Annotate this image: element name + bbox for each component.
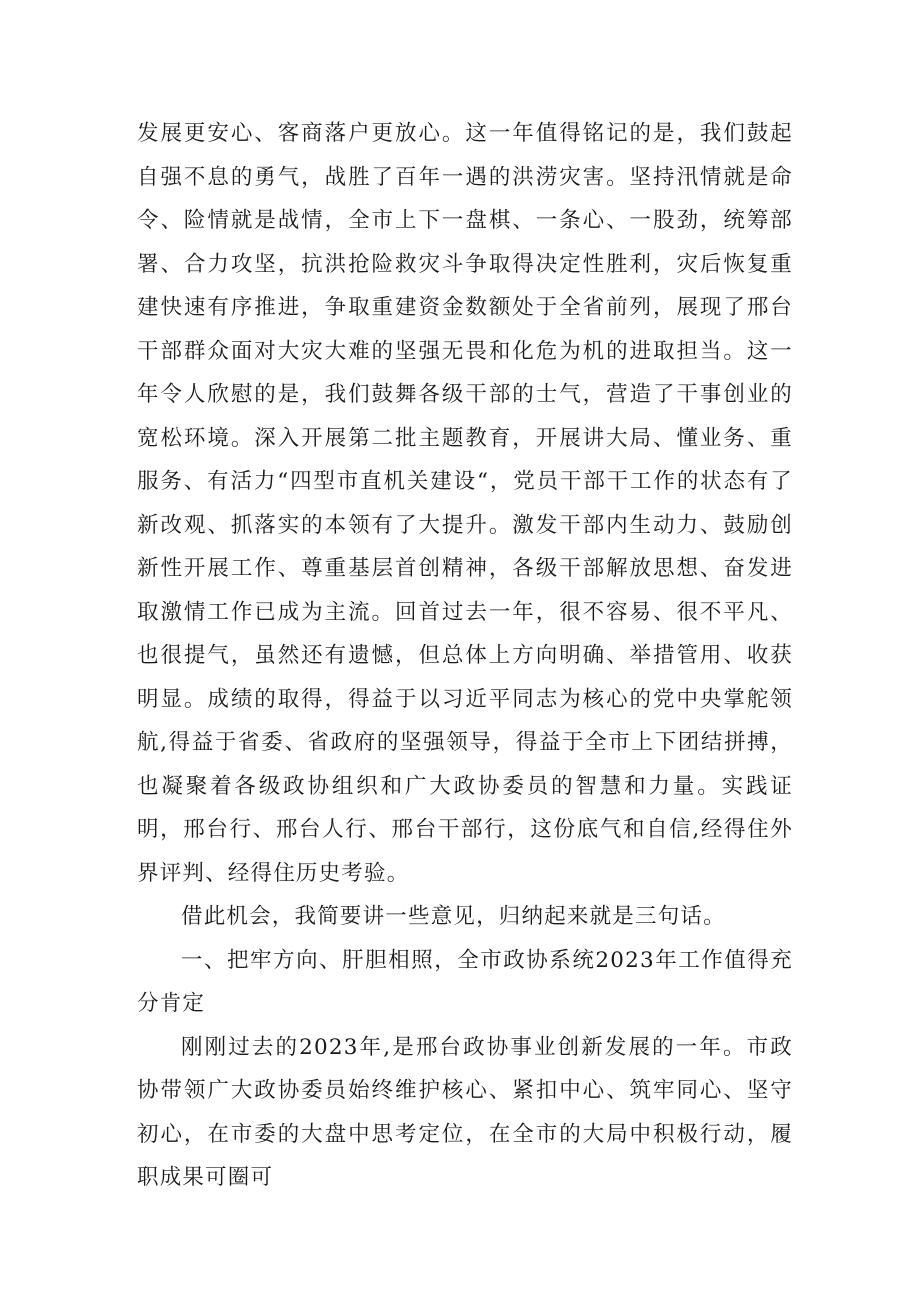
paragraph-intro: 借此机会，我简要讲一些意见，归纳起来就是三句话。 [181,904,726,929]
document-body [137,112,793,1200]
paragraph-section-body: 刚刚过去的2023年,是邢台政协事业创新发展的一年。市政协带领广大政协委员始终维护核心、紧扣中心、筑牢同心、坚守初心，在市委的大盘中思考定位，在全市的大局中积极行动，履职成果可圈可 [137,1034,793,1190]
paragraph-continuation: 发展更安心、客商落户更放心。这一年值得铭记的是，我们鼓起自强不息的勇气，战胜了百年一遇的洪涝灾害。坚持汛情就是命令、险情就是战情，全市上下一盘棋、一条心、一股劲，统筹部署、合力攻坚，抗洪抢险救灾斗争取得决定性胜利，灾后恢复重建快速有序推进，争取重建资金数额处于全省前列，展现了邢台干部群众面对大灾大难的坚强无畏和化危为机的进取担当。这一年令人欣慰的是，我们鼓舞各级干部的士气，营造了干事创业的宽松环境。深入开展第二批主题教育，开展讲大局、懂业务、重服务、有活力“四型市直机关建设“，党员干部干工作的状态有了新改观、抓落实的本领有了大提升。激发干部内生动力、鼓励创新性开展工作、尊重基层首创精神，各级干部解放思想、奋发进取激情工作已成为主流。回首过去一年，很不容易、很不平凡、也很提气，虽然还有遗憾，但总体上方向明确、举措管用、收获明显。成绩的取得，得益于以习近平同志为核心的党中央掌舵领航,得益于省委、省政府的坚强领导，得益于全市上下团结拼搏，也凝聚着各级政协组织和广大政协委员的智慧和力量。实践证明，邢台行、邢台人行、邢台干部行，这份底气和自信,经得住外界评判、经得住历史考验。 [137,121,793,886]
section-heading: 一、把牢方向、肝胆相照，全市政协系统2023年工作值得充分肯定 [137,947,793,1016]
